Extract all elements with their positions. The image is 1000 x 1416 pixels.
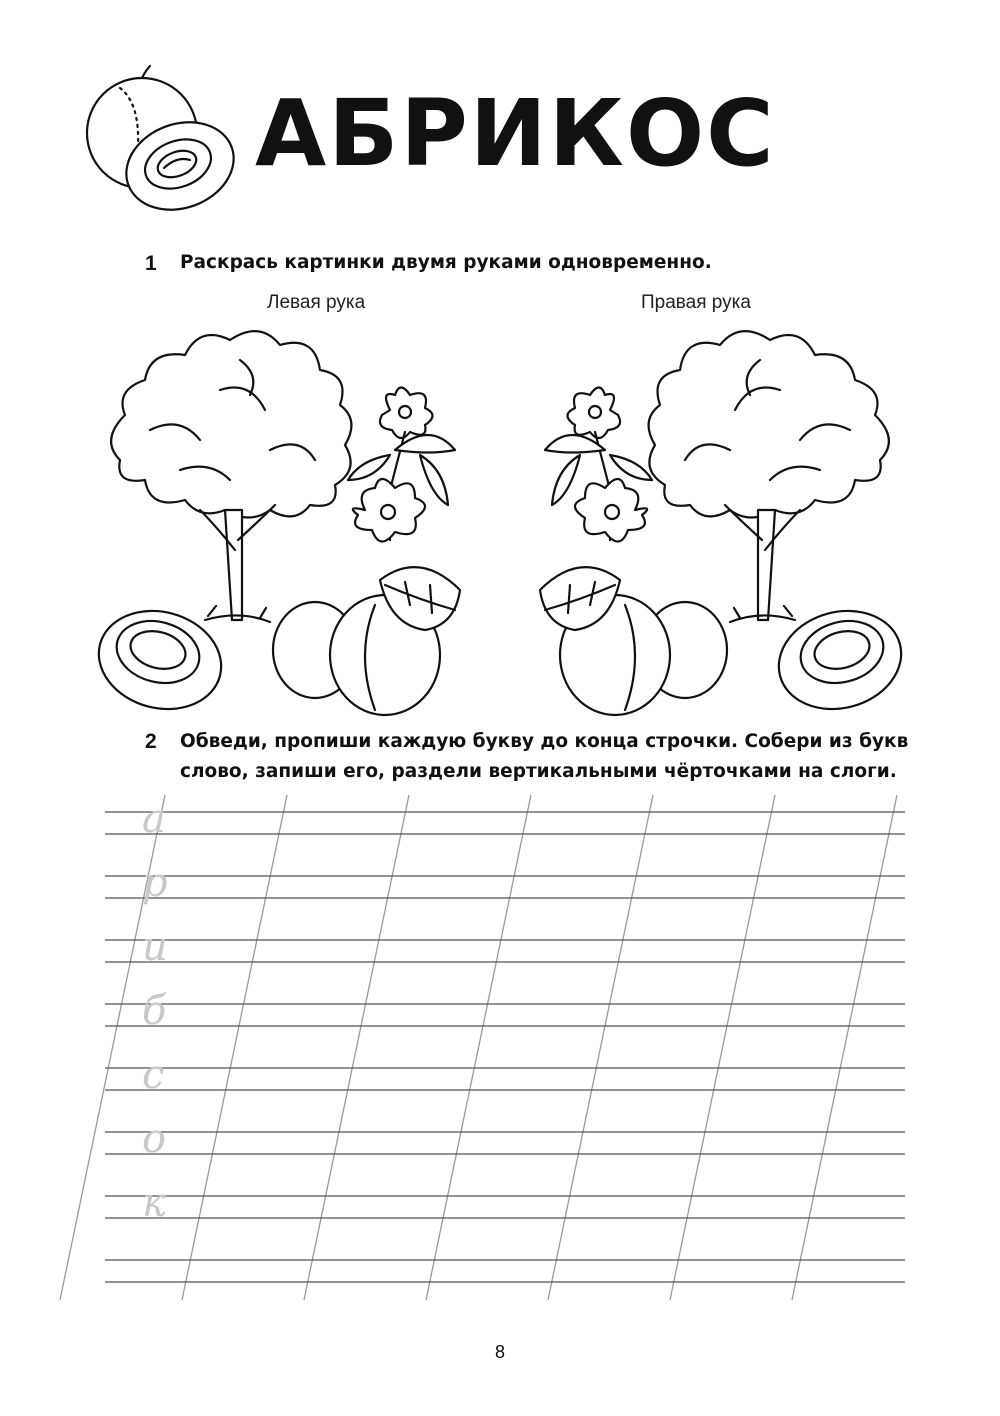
- slant-guide-line: [426, 795, 531, 1300]
- slant-guide-line: [670, 795, 775, 1300]
- task-2-text-line-2: слово, запиши его, раздели вертикальными чёрточками на слоги.: [180, 761, 897, 782]
- page-number: 8: [494, 1342, 505, 1362]
- right-coloring-picture: [510, 320, 910, 720]
- trace-letter: к: [142, 1180, 166, 1226]
- trace-letter: р: [142, 860, 168, 906]
- slant-guide-line: [182, 795, 287, 1300]
- flower-icon: [545, 388, 652, 542]
- left-coloring-picture: [90, 320, 490, 720]
- right-hand-label: Правая рука: [641, 292, 751, 313]
- task-2-text-line-1: Обведи, пропиши каждую букву до конца строчки. Собери из букв: [180, 731, 909, 752]
- apricot-half-icon: [88, 598, 233, 723]
- trace-letter: б: [142, 988, 167, 1034]
- tree-icon: [111, 331, 351, 622]
- trace-letter: а: [142, 796, 166, 842]
- trace-letter: о: [142, 1116, 167, 1162]
- task-1-text: Раскрась картинки двумя руками одновременно.: [180, 252, 712, 273]
- trace-letter: с: [142, 1052, 165, 1098]
- page-title: АБРИКОС: [255, 80, 776, 187]
- apricot-header-icon: [80, 58, 240, 218]
- task-1-number: 1: [145, 252, 157, 275]
- slant-guide-line: [304, 795, 409, 1300]
- flower-icon: [348, 388, 455, 542]
- task-2-number: 2: [145, 730, 157, 753]
- apricot-icon: [540, 567, 727, 715]
- trace-letter: и: [142, 924, 168, 970]
- handwriting-practice-area[interactable]: [100, 790, 910, 1310]
- apricot-half-icon: [768, 598, 913, 723]
- apricot-icon: [273, 567, 460, 715]
- slant-guide-line: [792, 795, 897, 1300]
- slant-guide-line: [548, 795, 653, 1300]
- tree-icon: [649, 331, 889, 622]
- left-hand-label: Левая рука: [267, 292, 366, 313]
